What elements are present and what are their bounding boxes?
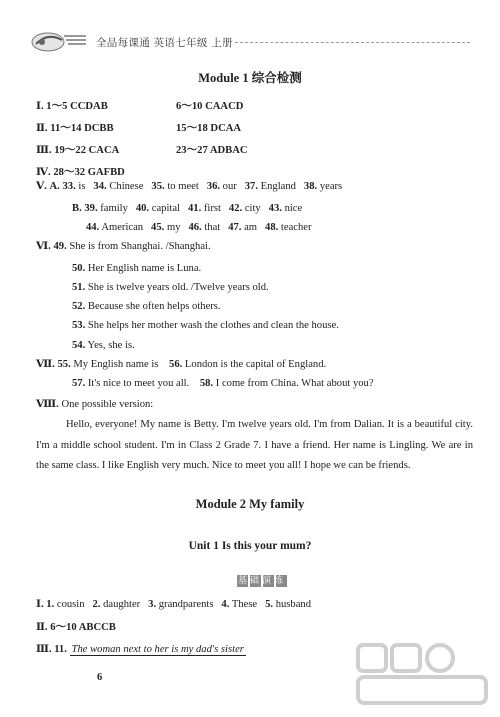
item-number: 47. [228,222,242,233]
item-number: 11. [54,644,67,655]
item-answer: She is twelve years old. /Twelve years old. [87,282,269,293]
answer-range: 23～27 ADBAC [176,145,248,156]
item-answer: London is the capital of England. [184,359,327,370]
item-answer: first [203,203,221,214]
roman-numeral: Ⅱ. [36,622,48,633]
answer-range: 6～10 ABCCB [50,622,116,633]
item-answer: my [166,222,181,233]
answer-range: 6～10 CAACD [176,101,244,112]
section-vi-item [36,240,211,254]
item-answer: I come from China. What about you? [215,378,374,389]
answer-range: 1～5 CCDAB [46,101,108,112]
roman-numeral: Ⅵ. [36,241,51,252]
item-number: 37. [244,181,258,192]
section-vi-item [72,262,201,276]
item-answer: The woman next to her is my dad's sister [71,644,244,655]
answer-range: 11～14 DCBB [50,123,114,134]
item-number: A. 33. [49,181,76,192]
item-number: 2. [92,599,101,610]
item-answer: Chinese [109,181,144,192]
item-number: 43. [268,203,282,214]
item-number: 56. [169,359,183,370]
item-answer: My English name is [73,359,159,370]
watermark-stamp-icon [352,639,492,709]
item-answer: that [204,222,221,233]
item-answer: is [78,181,86,192]
item-number: 5. [265,599,274,610]
item-number: 52. [72,301,86,312]
item-number: 49. [53,241,67,252]
item-number: 34. [93,181,107,192]
item-answer: teacher [280,222,312,233]
m2-section-iii [36,643,246,657]
section-v-row2 [72,202,302,216]
section-viii-intro [36,398,153,412]
module2-title: Module 2 My family [195,497,305,511]
item-answer: family [100,203,128,214]
item-answer: our [222,181,237,192]
m2-section-i [36,598,311,612]
item-answer: years [319,181,343,192]
roman-numeral: Ⅴ. [36,181,47,192]
answer-range: 15～18 DCAA [176,123,242,134]
page-header [30,30,470,52]
section-v-row3 [86,221,312,235]
roman-numeral: Ⅲ. [36,644,52,655]
item-answer: city [244,203,261,214]
item-number: 55. [57,359,71,370]
item-answer: These [231,599,258,610]
item-answer: American [101,222,144,233]
roman-numeral: Ⅲ. [36,145,52,156]
essay-paragraph [36,415,473,477]
item-answer: am [244,222,258,233]
item-answer: Her English name is Luna. [87,263,202,274]
item-number: 46. [188,222,202,233]
item-number: 44. [86,222,100,233]
m2-section-ii [36,621,116,635]
item-number: 57. [72,378,86,389]
section-badge-label: 基础演练 [237,576,286,586]
answer-row [36,100,108,114]
section-vi-item [72,319,339,333]
item-answer: daughter [103,599,141,610]
item-answer: to meet [167,181,199,192]
item-number: 40. [135,203,150,214]
page-number: 6 [97,672,103,683]
answer-row [36,144,119,158]
header-divider [235,42,470,43]
module1-title: Module 1 综合检测 [198,71,302,85]
item-number: 42. [228,203,243,214]
item-number: 54. [72,340,86,351]
section-v-row1 [36,180,342,194]
item-answer: It's nice to meet you all. [87,378,190,389]
item-answer: grandparents [158,599,214,610]
roman-numeral: Ⅱ. [36,123,48,134]
roman-numeral: Ⅷ. [36,399,59,410]
series-logo-icon [30,30,88,54]
section-vi-item [72,281,269,295]
item-answer: She is from Shanghai. /Shanghai. [69,241,211,252]
intro-text: One possible version: [61,399,154,410]
item-answer: capital [151,203,181,214]
answer-row [36,122,114,136]
roman-numeral: Ⅳ. [36,167,51,178]
answer-range: 19～22 CACA [54,145,120,156]
item-number: 53. [72,320,86,331]
item-number: 38. [303,181,318,192]
item-number: 58. [199,378,214,389]
item-number: 1. [46,599,55,610]
item-answer: She helps her mother wash the clothes and clean the house. [87,320,339,331]
item-answer: Yes, she is. [87,340,135,351]
item-answer: England [260,181,296,192]
item-number: 51. [72,282,86,293]
section-vii-row2 [72,377,374,391]
item-number: 48. [265,222,279,233]
item-number: 41. [187,203,202,214]
section-vi-item [72,300,221,314]
item-number: 4. [221,599,230,610]
item-number: 45. [151,222,165,233]
item-number: 35. [151,181,165,192]
item-number: 36. [206,181,221,192]
section-vi-item [72,339,135,353]
section-vii-row1 [36,358,326,372]
header-title: 全品每课通 英语七年级 上册 [96,37,233,49]
item-answer: Because she often helps others. [87,301,221,312]
item-number: B. 39. [72,203,98,214]
answer-row [36,166,125,180]
section-badge [237,574,287,588]
roman-numeral: Ⅰ. [36,101,44,112]
answer-range: 28～32 GAFBD [53,167,125,178]
roman-numeral: Ⅰ. [36,599,44,610]
item-answer: husband [275,599,312,610]
essay-text: Hello, everyone! My name is Betty. I'm twelve years old. I'm from Dalian. It is a beautiful city. I'm a middle school student. I'm in Class 2 Grade 7. I have a friend. Her name is Lingling. We are in the same class. I like English very much. Nice to meet you all! I hope we can be friends. [36,419,473,471]
item-number: 3. [148,599,157,610]
item-answer: nice [284,203,303,214]
item-number: 50. [72,263,86,274]
item-answer: cousin [56,599,85,610]
unit-title: Unit 1 Is this your mum? [188,540,312,552]
roman-numeral: Ⅶ. [36,359,55,370]
